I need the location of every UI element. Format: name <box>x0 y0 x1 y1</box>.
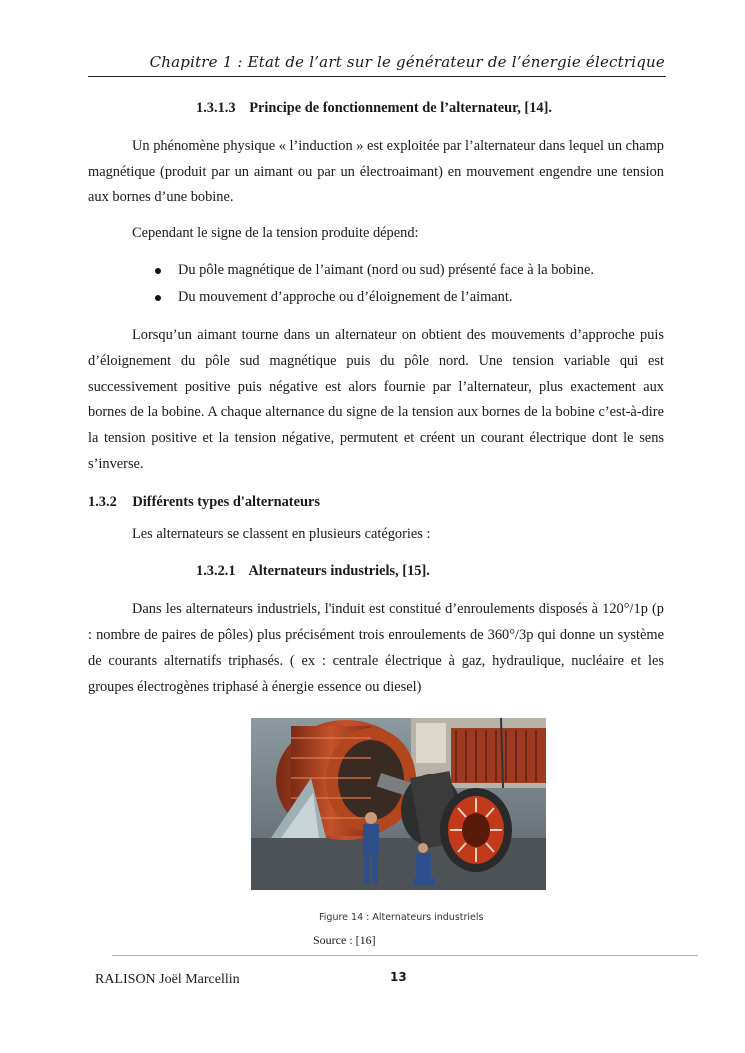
heading-number: 1.3.2.1 <box>196 563 236 580</box>
header-rule <box>88 76 666 77</box>
heading-number: 1.3.1.3 <box>196 100 236 116</box>
heading-1321 <box>196 559 664 585</box>
list-item <box>158 257 664 284</box>
heading-1313 <box>196 96 664 122</box>
paragraph-aimant-tourne: Lorsqu’un aimant tourne dans un alternateur on obtient des mouvements d’approche puis d’éloignement du pôle sud magnétique puis du pôle nord. Une tension variable qui est successivement positive puis négative est alors fournie par l’alternateur, plus exactement aux bornes de la bobine. A chaque alternance du signe de la tension aux bornes de la bobine c’est-à-dire la tension positive et la tension négative, permutent et créent un courant électrique dont le sens s’inverse. <box>88 326 664 472</box>
footer-author: RALISON Joël Marcellin <box>95 972 240 987</box>
footer-rule <box>112 955 698 956</box>
page-body <box>88 92 664 710</box>
paragraph-categories: Les alternateurs se classent en plusieurs catégories : <box>132 525 431 542</box>
heading-number: 1.3.2 <box>88 493 117 510</box>
heading-text: Différents types d'alternateurs <box>132 493 320 510</box>
paragraph-industriels: Dans les alternateurs industriels, l'induit est constitué d’enroulements disposés à 120°/1p (p : nombre de paires de pôles) plus précisément trois enroulements de 360°/3p qui donne un système de courants alternatifs triphasés. ( ex : centrale électrique à gaz, hydraulique, nucléaire et les groupes électrogènes triphasé à énergie essence ou diesel) <box>88 601 664 695</box>
bullet-text: Du mouvement d’approche ou d’éloignement de l’aimant. <box>178 288 513 305</box>
bullet-icon <box>155 268 161 274</box>
list-item <box>158 284 664 311</box>
bullet-list <box>88 257 664 311</box>
paragraph-induction: Un phénomène physique « l’induction » est exploitée par l’alternateur dans lequel un champ magnétique (produit par un aimant ou par un électroaimant) en mouvement engendre une tension aux bornes d’une bobine. <box>88 137 664 206</box>
heading-text: Principe de fonctionnement de l’alternateur, [14]. <box>249 100 553 116</box>
chapter-header: Chapitre 1 : Etat de l’art sur le générateur de l’énergie électrique <box>149 53 665 71</box>
industrial-alternator-photo <box>251 718 546 890</box>
heading-132 <box>88 490 664 516</box>
paragraph-signe: Cependant le signe de la tension produite dépend: <box>132 225 419 242</box>
figure-caption: Figure 14 : Alternateurs industriels <box>319 912 484 923</box>
bullet-text: Du pôle magnétique de l’aimant (nord ou sud) présenté face à la bobine. <box>178 261 594 278</box>
page-number: 13 <box>390 970 407 984</box>
alternator-illustration <box>251 718 546 890</box>
figure-source: Source : [16] <box>313 933 376 947</box>
heading-text: Alternateurs industriels, [15]. <box>248 563 430 580</box>
bullet-icon <box>155 295 161 301</box>
